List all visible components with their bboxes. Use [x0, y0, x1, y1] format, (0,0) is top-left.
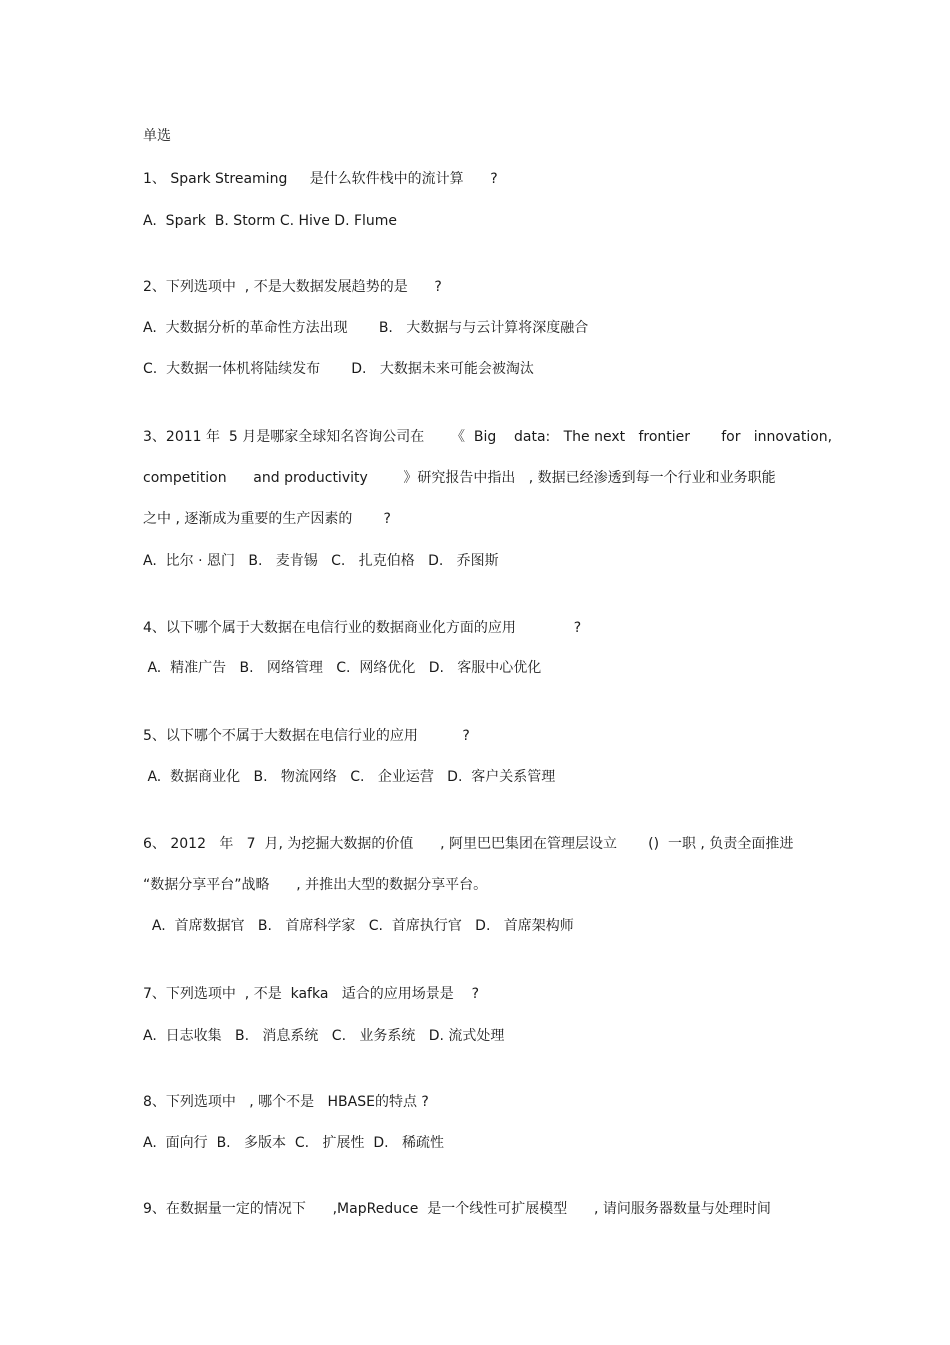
question-2-options-row-1: A. 大数据分析的革命性方法出现 B. 大数据与与云计算将深度融合 — [143, 320, 589, 336]
question-6-stem-line-1: 6、 2012 年 7 月, 为挖掘大数据的价值 , 阿里巴巴集团在管理层设立 () 一职 , 负责全面推进 — [143, 836, 794, 852]
question-3-stem-line-2: competition and productivity 》研究报告中指出 , 数据已经渗透到每一个行业和业务职能 — [143, 470, 776, 486]
question-3-stem-line-3: 之中 , 逐渐成为重要的生产因素的 ? — [143, 511, 391, 527]
question-4-stem: 4、以下哪个属于大数据在电信行业的数据商业化方面的应用 ? — [143, 620, 582, 636]
question-5-options: A. 数据商业化 B. 物流网络 C. 企业运营 D. 客户关系管理 — [143, 769, 556, 785]
question-3-stem-line-1: 3、2011 年 5 月是哪家全球知名咨询公司在 《 Big data: The next frontier for innovation, — [143, 429, 833, 445]
question-1-options: A. Spark B. Storm C. Hive D. Flume — [143, 213, 398, 229]
question-2-options-row-2: C. 大数据一体机将陆续发布 D. 大数据未来可能会被淘汰 — [143, 361, 534, 377]
question-4-options: A. 精准广告 B. 网络管理 C. 网络优化 D. 客服中心优化 — [143, 660, 542, 676]
question-8-options: A. 面向行 B. 多版本 C. 扩展性 D. 稀疏性 — [143, 1135, 444, 1151]
question-7-stem: 7、下列选项中 , 不是 kafka 适合的应用场景是 ? — [143, 986, 479, 1002]
question-6-stem-line-2: “数据分享平台”战略 , 并推出大型的数据分享平台。 — [143, 877, 488, 893]
section-title: 单选 — [143, 128, 171, 144]
question-9-stem: 9、在数据量一定的情况下 ,MapReduce 是一个线性可扩展模型 , 请问服务器数量与处理时间 — [143, 1201, 771, 1217]
question-1-stem: 1、 Spark Streaming 是什么软件栈中的流计算 ? — [143, 171, 498, 187]
question-8-stem: 8、下列选项中 , 哪个不是 HBASE的特点 ? — [143, 1094, 429, 1110]
question-5-stem: 5、以下哪个不属于大数据在电信行业的应用 ? — [143, 728, 470, 744]
question-2-stem: 2、下列选项中 , 不是大数据发展趋势的是 ? — [143, 279, 442, 295]
question-3-options: A. 比尔 · 恩门 B. 麦肯锡 C. 扎克伯格 D. 乔图斯 — [143, 553, 499, 569]
question-6-options: A. 首席数据官 B. 首席科学家 C. 首席执行官 D. 首席架构师 — [143, 918, 574, 934]
question-7-options: A. 日志收集 B. 消息系统 C. 业务系统 D. 流式处理 — [143, 1028, 505, 1044]
